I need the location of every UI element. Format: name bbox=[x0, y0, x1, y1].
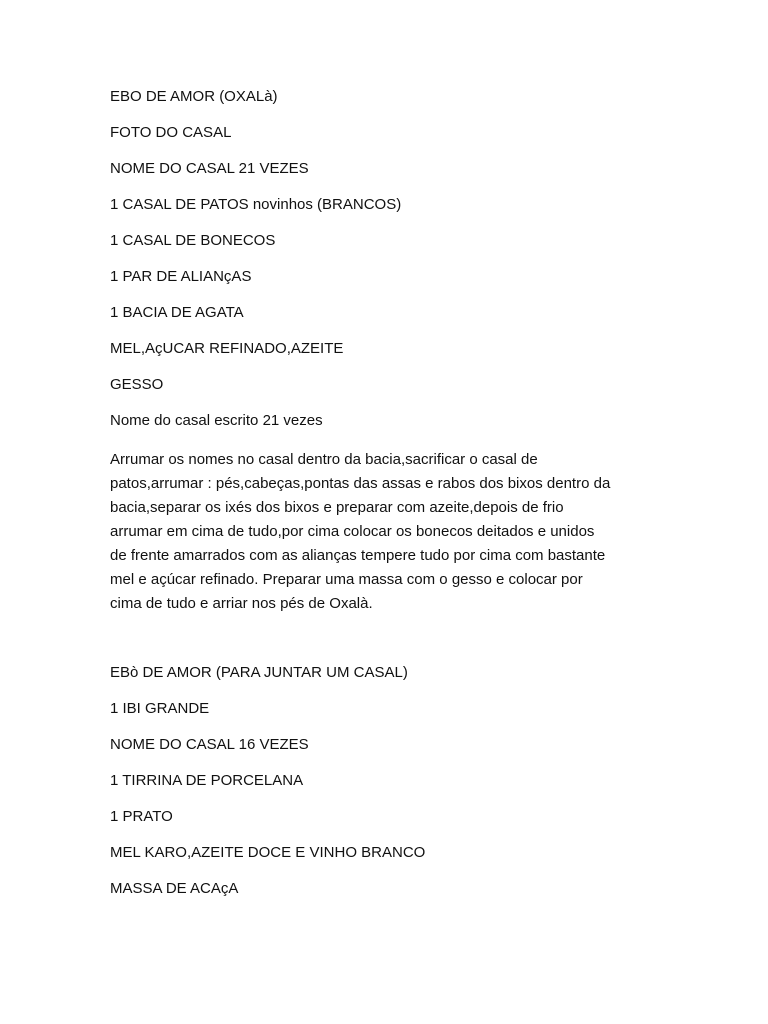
section1-item-ducks: 1 CASAL DE PATOS novinhos (BRANCOS) bbox=[110, 196, 402, 213]
section2-title: EBò DE AMOR (PARA JUNTAR UM CASAL) bbox=[110, 664, 408, 681]
instruction-line: mel e açúcar refinado. Preparar uma massa com o gesso e colocar por bbox=[110, 571, 583, 588]
section2-item-plate: 1 PRATO bbox=[110, 808, 173, 825]
section2-item-ibi: 1 IBI GRANDE bbox=[110, 700, 210, 717]
section1-item-basin: 1 BACIA DE AGATA bbox=[110, 304, 244, 321]
section1-item-written-names: Nome do casal escrito 21 vezes bbox=[110, 412, 323, 429]
section2-item-tureen: 1 TIRRINA DE PORCELANA bbox=[110, 772, 304, 789]
section1-item-plaster: GESSO bbox=[110, 376, 164, 393]
instruction-line: de frente amarrados com as alianças tempere tudo por cima com bastante bbox=[110, 547, 606, 564]
instruction-line: patos,arrumar : pés,cabeças,pontas das assas e rabos dos bixos dentro da bbox=[110, 475, 611, 492]
section1-title: EBO DE AMOR (OXALà) bbox=[110, 88, 278, 105]
section1-item-names: NOME DO CASAL 21 VEZES bbox=[110, 160, 309, 177]
section1-item-photo: FOTO DO CASAL bbox=[110, 124, 232, 141]
section1-instructions bbox=[110, 448, 670, 616]
instruction-line: bacia,separar os ixés dos bixos e preparar com azeite,depois de frio bbox=[110, 499, 564, 516]
section2-item-acaca: MASSA DE ACAçA bbox=[110, 880, 239, 897]
section2-item-names: NOME DO CASAL 16 VEZES bbox=[110, 736, 309, 753]
instruction-line: cima de tudo e arriar nos pés de Oxalà. bbox=[110, 595, 373, 612]
instruction-line: arrumar em cima de tudo,por cima colocar os bonecos deitados e unidos bbox=[110, 523, 595, 540]
section1-item-honey: MEL,AçUCAR REFINADO,AZEITE bbox=[110, 340, 344, 357]
instruction-line: Arrumar os nomes no casal dentro da bacia,sacrificar o casal de bbox=[110, 451, 538, 468]
section1-item-dolls: 1 CASAL DE BONECOS bbox=[110, 232, 276, 249]
section1-item-rings: 1 PAR DE ALIANçAS bbox=[110, 268, 252, 285]
section2-item-honey-wine: MEL KARO,AZEITE DOCE E VINHO BRANCO bbox=[110, 844, 426, 861]
